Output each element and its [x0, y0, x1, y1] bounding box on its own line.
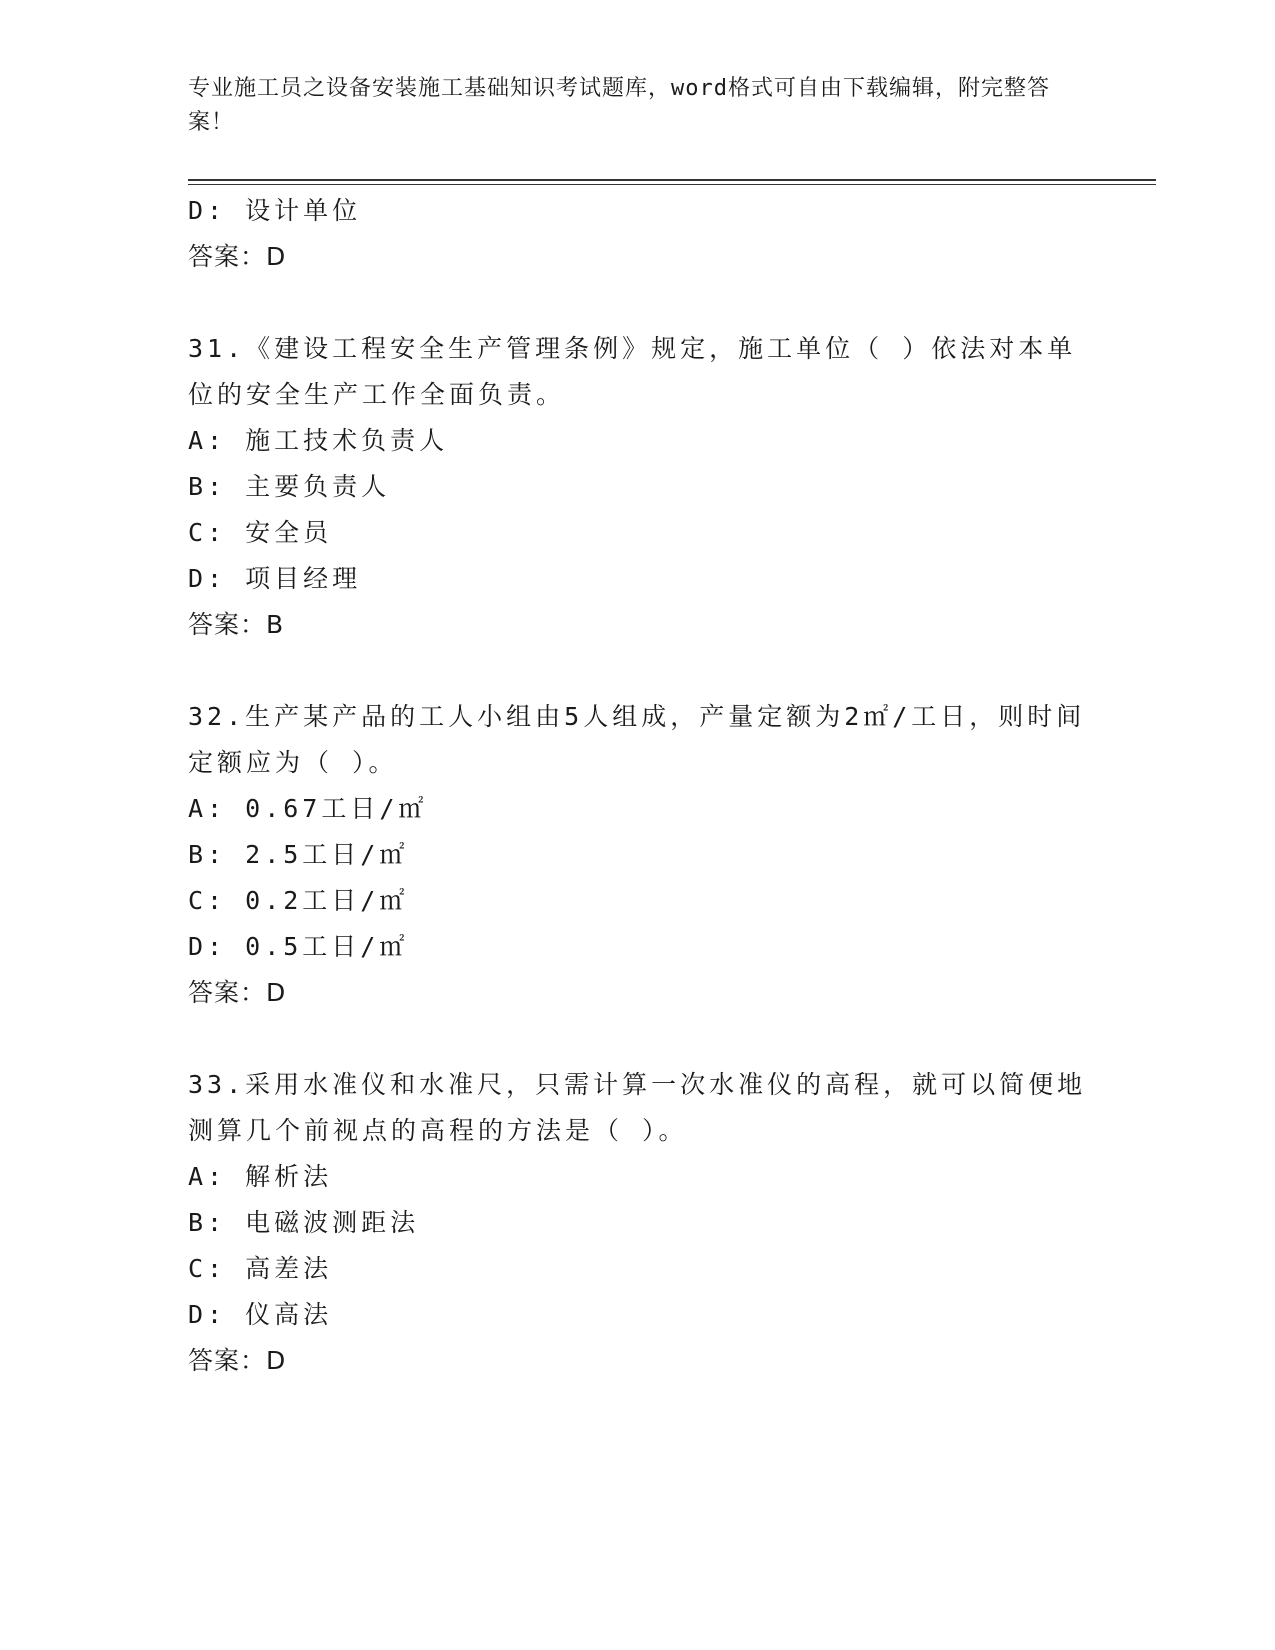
document-header: 专业施工员之设备安装施工基础知识考试题库，word格式可自由下载编辑，附完整答案！	[188, 76, 1050, 135]
header-rule-thin	[188, 184, 1156, 185]
option-c: C: 高差法	[188, 1254, 333, 1283]
question-31	[188, 326, 1088, 648]
question-stem: 31.《建设工程安全生产管理条例》规定，施工单位（ ）依法对本单位的安全生产工作全面负责。	[188, 334, 1077, 409]
option-c: C: 0.2工日/㎡	[188, 886, 409, 915]
option-d: D: 设计单位	[188, 196, 362, 225]
option-d: D: 仪高法	[188, 1300, 333, 1329]
document-body	[188, 188, 1088, 1384]
option-d: D: 项目经理	[188, 564, 362, 593]
question-stem: 33.采用水准仪和水准尺，只需计算一次水准仪的高程，就可以简便地测算几个前视点的高程的方法是（ ）。	[188, 1070, 1087, 1145]
answer-line: 答案：D	[188, 978, 287, 1007]
question-33	[188, 1062, 1088, 1384]
question-32	[188, 694, 1088, 1016]
option-a: A: 施工技术负责人	[188, 426, 449, 455]
option-a: A: 解析法	[188, 1162, 333, 1191]
answer-line: 答案：D	[188, 242, 287, 271]
question-stem: 32.生产某产品的工人小组由5人组成，产量定额为2㎡/工日，则时间定额应为（ ）。	[188, 702, 1086, 777]
option-c: C: 安全员	[188, 518, 333, 547]
option-d: D: 0.5工日/㎡	[188, 932, 409, 961]
option-b: B: 2.5工日/㎡	[188, 840, 409, 869]
option-b: B: 电磁波测距法	[188, 1208, 420, 1237]
previous-question-fragment	[188, 188, 1088, 280]
answer-line: 答案：D	[188, 1346, 287, 1375]
option-a: A: 0.67工日/㎡	[188, 794, 428, 823]
option-b: B: 主要负责人	[188, 472, 391, 501]
answer-line: 答案：B	[188, 610, 285, 639]
header-rule-thick	[188, 179, 1156, 181]
